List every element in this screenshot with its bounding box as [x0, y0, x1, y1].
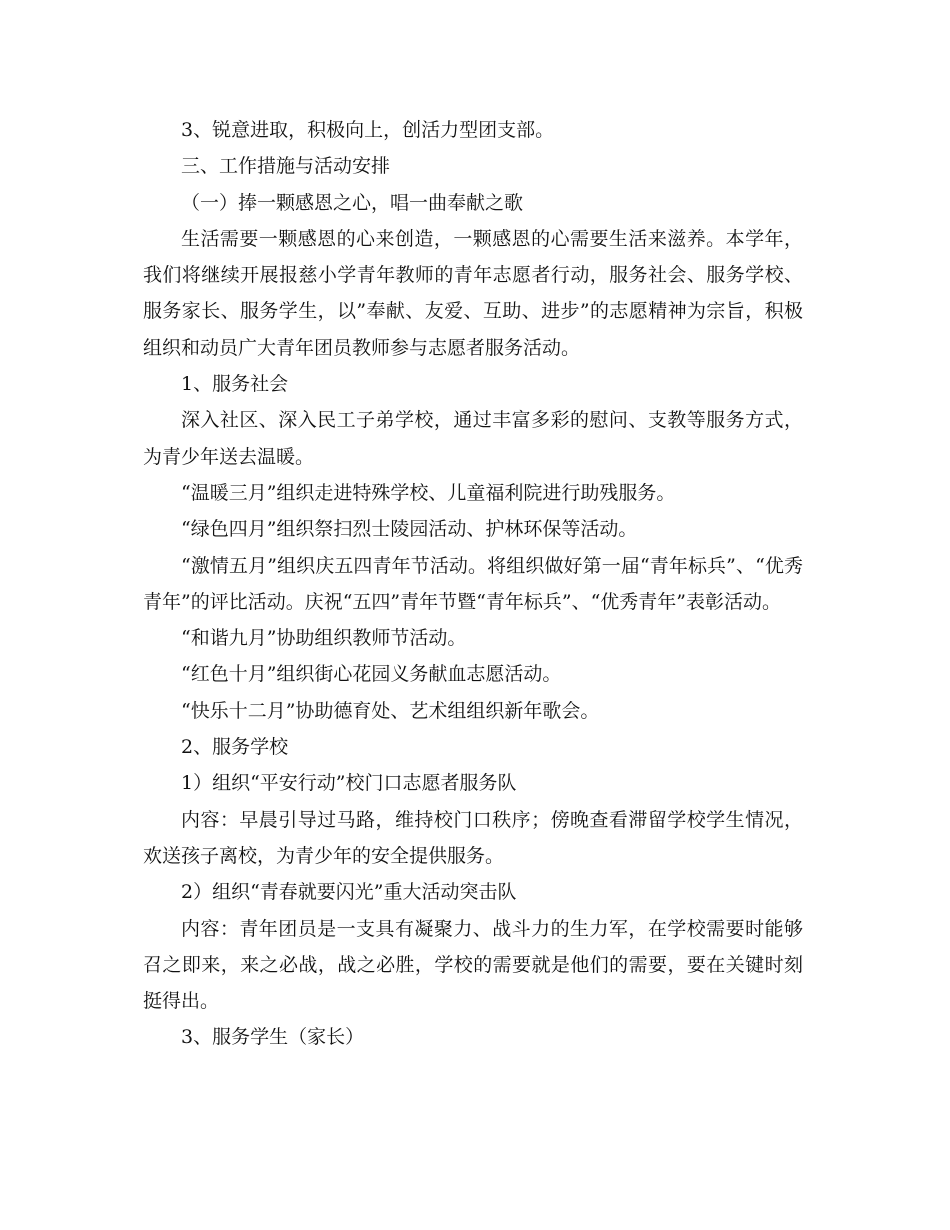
section-heading: 三、工作措施与活动安排 [181, 155, 391, 178]
paragraph: “激情五月”组织庆五四青年节活动。将组织做好第一届“青年标兵”、“优秀青年”的评比活动。庆祝“五四”青年节暨“青年标兵”、“优秀青年”表彰活动。 [143, 554, 803, 613]
paragraph: 1）组织“平安行动”校门口志愿者服务队 [181, 772, 517, 795]
paragraph: “快乐十二月”协助德育处、艺术组组织新年歌会。 [181, 699, 600, 722]
paragraph: “温暖三月”组织走进特殊学校、儿童福利院进行助残服务。 [181, 481, 676, 504]
subsection-heading: （一）捧一颗感恩之心，唱一曲奉献之歌 [181, 191, 524, 214]
document-body [143, 112, 803, 1056]
paragraph: 生活需要一颗感恩的心来创造，一颗感恩的心需要生活来滋养。本学年，我们将继续开展报慈小学青年教师的青年志愿者行动，服务社会、服务学校、服务家长、服务学生，以”奉献、友爱、互助、进步”的志愿精神为宗旨，积极组织和动员广大青年团员教师参与志愿者服务活动。 [143, 227, 803, 359]
paragraph: “红色十月”组织街心花园义务献血志愿活动。 [181, 663, 562, 686]
item-heading: 2、服务学校 [181, 736, 289, 759]
paragraph: “绿色四月”组织祭扫烈士陵园活动、护林环保等活动。 [181, 518, 638, 541]
paragraph: 内容：青年团员是一支具有凝聚力、战斗力的生力军，在学校需要时能够召之即来，来之必战，战之必胜，学校的需要就是他们的需要，要在关键时刻挺得出。 [143, 917, 803, 1013]
item-heading: 3、服务学生（家长） [181, 1026, 365, 1049]
paragraph: 内容：早晨引导过马路，维持校门口秩序；傍晚查看滞留学校学生情况，欢送孩子离校，为青少年的安全提供服务。 [143, 808, 803, 867]
item-heading: 1、服务社会 [181, 373, 289, 396]
paragraph: “和谐九月”协助组织教师节活动。 [181, 627, 467, 650]
paragraph: 2）组织“青春就要闪光”重大活动突击队 [181, 881, 517, 904]
paragraph: 3、锐意进取，积极向上，创活力型团支部。 [181, 119, 555, 141]
paragraph: 深入社区、深入民工子弟学校，通过丰富多彩的慰问、支教等服务方式，为青少年送去温暖。 [143, 409, 803, 468]
